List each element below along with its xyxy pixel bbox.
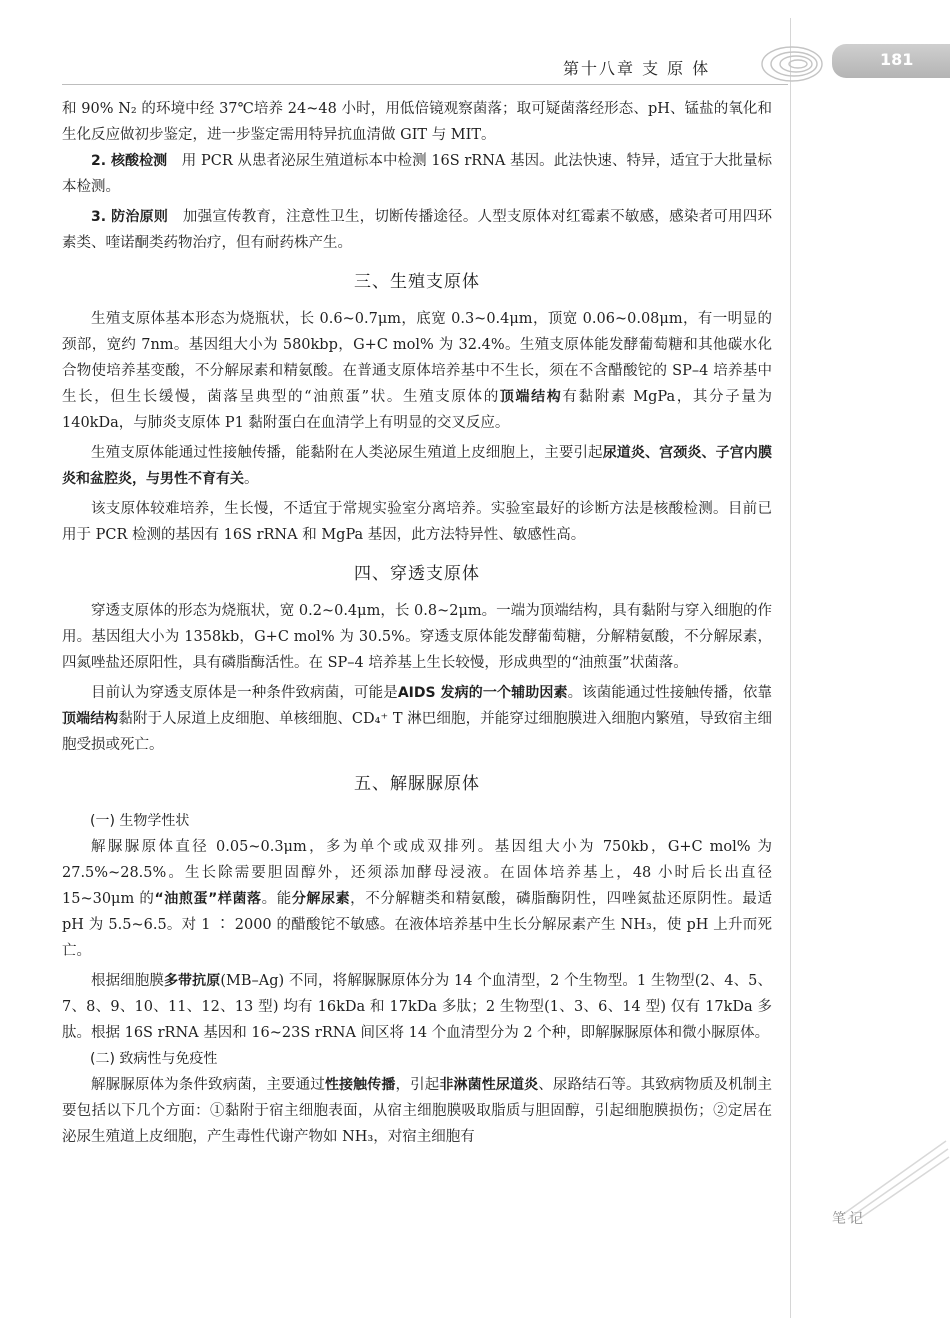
- swirl-ornament-icon: [752, 38, 832, 88]
- paragraph: 根据细胞膜多带抗原(MB–Ag) 不同，将解脲脲原体分为 14 个血清型，2 个生物型。1 生物型(2、4、5、7、8、9、10、11、12、13 型) 均有 16kDa 和 17kDa 多肽；2 生物型(1、3、6、14 型) 仅有 17kDa 多肽。根据 16S rRNA 基因和 16~23S rRNA 间区将 14 个血清型分为 2 个种，即解脲脲原体和微小脲原体。: [62, 973, 773, 1041]
- item-heading: 2. 核酸检测: [91, 153, 168, 169]
- paragraph: 3. 防治原则 加强宣传教育，注意性卫生，切断传播途径。人型支原体对红霉素不敏感，感染者可用四环素类、喹诺酮类药物治疗，但有耐药株产生。: [62, 209, 773, 251]
- keyword: 分解尿素: [291, 891, 351, 907]
- paragraph: 解脲脲原体直径 0.05~0.3μm，多为单个或成双排列。基因组大小为 750kb，G+C mol% 为 27.5%~28.5%。生长除需要胆固醇外，还须添加酵母浸液。在固体培养基上，48 小时后长出直径 15~30μm 的“油煎蛋”样菌落。能分解尿素，不分解糖类和精氨酸，磷脂酶阴性，四唑氮盐还原阴性。最适 pH 为 5.5~6.5。对 1 ∶ 2000 的醋酸铊不敏感。在液体培养基中生长分解尿素产生 NH₃，使 pH 上升而死亡。: [62, 839, 773, 959]
- subsection-title: (一) 生物学性状: [90, 813, 190, 829]
- notes-label: 笔记: [832, 1211, 866, 1227]
- header-divider: [62, 84, 788, 85]
- main-text: [62, 96, 772, 1150]
- keyword: AIDS 发病的一个辅助因素: [397, 685, 568, 701]
- paragraph: 生殖支原体能通过性接触传播，能黏附在人类泌尿生殖道上皮细胞上，主要引起尿道炎、宫颈炎、子宫内膜炎和盆腔炎，与男性不育有关。: [62, 445, 773, 487]
- section-title: 四、穿透支原体: [354, 564, 480, 584]
- paragraph: 解脲脲原体为条件致病菌，主要通过性接触传播，引起非淋菌性尿道炎、尿路结石等。其致病物质及机制主要包括以下几个方面：①黏附于宿主细胞表面，从宿主细胞膜吸取脂质与胆固醇，引起细胞膜损伤；②定居在泌尿生殖道上皮细胞，产生毒性代谢产物如 NH₃，对宿主细胞有: [62, 1077, 773, 1145]
- paragraph: 生殖支原体基本形态为烧瓶状，长 0.6~0.7μm，底宽 0.3~0.4μm，顶宽 0.06~0.08μm，有一明显的颈部，宽约 7nm。基因组大小为 580kbp，G+C mol% 为 32.4%。生殖支原体能发酵葡萄糖和其他碳水化合物使培养基变酸，不分解尿素和精氨酸。在普通支原体培养基中不生长，须在不含醋酸铊的 SP–4 培养基中生长，但生长缓慢，菌落呈典型的“油煎蛋”状。生殖支原体的顶端结构有黏附素 MgPa，其分子量为 140kDa，与肺炎支原体 P1 黏附蛋白在血清学上有明显的交叉反应。: [62, 311, 772, 431]
- keyword: 非淋菌性尿道炎: [439, 1077, 539, 1093]
- keyword: 性接触传播: [324, 1077, 396, 1093]
- section-title: 五、解脲脲原体: [354, 774, 480, 794]
- paragraph: 和 90% N₂ 的环境中经 37℃培养 24~48 小时，用低倍镜观察菌落；取可疑菌落经形态、pH、锰盐的氧化和生化反应做初步鉴定，进一步鉴定需用特异抗血清做 GIT 与 MIT。: [62, 101, 772, 143]
- paragraph: 2. 核酸检测 用 PCR 从患者泌尿生殖道标本中检测 16S rRNA 基因。此法快速、特异，适宜于大批量标本检测。: [62, 153, 773, 195]
- keyword: 顶端结构: [62, 711, 119, 727]
- subsection-title: (二) 致病性与免疫性: [90, 1051, 218, 1067]
- paragraph: 穿透支原体的形态为烧瓶状，宽 0.2~0.4μm，长 0.8~2μm。一端为顶端结构，具有黏附与穿入细胞的作用。基因组大小为 1358kb，G+C mol% 为 30.5%。穿透支原体能发酵葡萄糖，分解精氨酸，不分解尿素，四氮唑盐还原阳性，具有磷脂酶活性。在 SP–4 培养基上生长较慢，形成典型的“油煎蛋”状菌落。: [62, 603, 772, 671]
- chapter-title: 第十八章 支 原 体: [563, 59, 711, 78]
- keyword: 顶端结构: [499, 389, 563, 405]
- section-title: 三、生殖支原体: [354, 272, 480, 292]
- paragraph: 目前认为穿透支原体是一种条件致病菌，可能是AIDS 发病的一个辅助因素。该菌能通过性接触传播，依靠顶端结构黏附于人尿道上皮细胞、单核细胞、CD₄⁺ T 淋巴细胞，并能穿过细胞膜进入细胞内繁殖，导致宿主细胞受损或死亡。: [62, 685, 773, 753]
- keyword: 多带抗原: [163, 973, 221, 989]
- page-number: 181: [880, 50, 914, 69]
- keyword: “油煎蛋”样菌落: [154, 891, 262, 907]
- keyword: 尿道炎、宫颈炎、子宫内膜炎和盆腔炎，与男性不育有关: [62, 445, 773, 487]
- item-heading: 3. 防治原则: [91, 209, 169, 225]
- paragraph: 该支原体较难培养，生长慢，不适宜于常规实验室分离培养。实验室最好的诊断方法是核酸检测。目前已用于 PCR 检测的基因有 16S rRNA 和 MgPa 基因，此方法特异性、敏感性高。: [62, 501, 772, 543]
- margin-divider: [790, 18, 791, 1318]
